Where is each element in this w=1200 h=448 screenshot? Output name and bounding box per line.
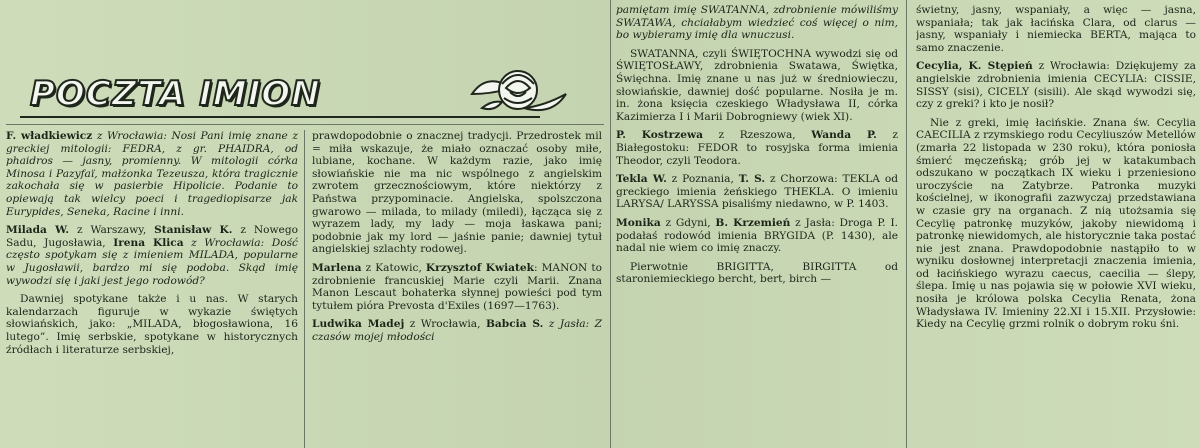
column-rule-1 [304, 130, 305, 448]
answer-brygida: Pierwotnie BRIGITTA, BIRGITTA od staroniemieckiego bercht, bert, birch — [616, 260, 898, 286]
text-column-4 [916, 4, 1196, 448]
letter-milada: Milada W. z Warszawy, Stanisław K. z Nowego Sadu, Jugosławia, Irena Klica z Wrocławia: Dość często spotykam się z imieniem MILADA, popularne w Jugosławii, bardzo mi się podoba. Skąd imię wywodzi się i jaki jest jego rodowód? [6, 224, 298, 287]
masthead-rule [6, 124, 604, 125]
column-title: POCZTA IMION [30, 74, 321, 114]
letter-swatanna-cont: pamiętam imię SWATANNA, zdrobnienie mówiliśmy SWATAWA, chciałabym wiedzieć coś więcej o nim, bo wybieramy imię dla wnuczusi. [616, 4, 898, 42]
text-column-1 [6, 130, 298, 448]
letter-fedra: F. władkiewicz z Wrocławia: Nosi Pani imię znane z greckiej mitologii: FEDRA, z gr. PHAIDRA, od phaidros — jasny, promienny. W mitologii córka Minosa i Pazyfaï, małżonka Tezeusza, która tragicznie zakochała się w pasierbie Hipolicie. Podanie to opiewają tak wielcy poeci i tragediopisarze jak Eurypides, Seneka, Racine i inni. [6, 130, 298, 218]
answer-cecylia: Nie z greki, imię łacińskie. Znana św. Cecylia CAECILIA z rzymskiego rodu Cecyliuszów Metellów (zmarła 22 listopada w 230 roku), która poniosła śmierć męczeńską; grób jej w katakumbach odszukano w początkach IX wieku i przeniesiono uroczyście na Zatybrze. Patronka muzyki kościelnej, w ikonografii zazwyczaj przedstawiana w czasie gry na organach. Z nią utożsamia się Cecylię patronkę muzyków, jakoby niewidomą i patronkę niewidomych, ale historycznie taka postać nie jest znana. Prawdopodobnie nastąpiło to w wyniku dosłownej interpretacji znaczenia imienia, od łacińskiego wyrazu caecus, caecilia — ślepy, ślepa. Imię u nas pojawia się w połowie XVI wieku, nosiła je królowa polska Cecylia Renata, żona Władysława IV. Imieniny 22.XI i 15.XII. Przysłowie: Kiedy na Cecylię grzmi rolnik o dobrym roku śni. [916, 116, 1196, 331]
text-column-2 [312, 130, 602, 448]
rose-ornament-icon [462, 64, 572, 120]
letter-fedor: P. Kostrzewa z Rzeszowa, Wanda P. z Białegostoku: FEDOR to rosyjska forma imienia Theodor, czyli Teodora. [616, 129, 898, 167]
letter-cecylia: Cecylia, K. Stępień z Wrocławia: Dziękujemy za angielskie zdrobnienia imienia CECYLIA: CISSIE, SISSY (sisi), CICELY (sisili). Ale skąd wywodzi się, czy z greki? i kto je nosił? [916, 60, 1196, 111]
letter-manon: Marlena z Katowic, Krzysztof Kwiatek: MANON to zdrobnienie francuskiej Marie czyli Marii. Znana Manon Lescaut bohaterka słynnej powieści pod tym tytułem pióra Prevosta d'Exiles (1697—1763). [312, 261, 602, 312]
column-masthead [14, 66, 574, 122]
text-column-3 [616, 4, 898, 448]
answer-milada-cont: prawdopodobnie o znacznej tradycji. Przedrostek mil = miła wskazuje, że miało oznaczać osoby miłe, lubiane, kochane. W każdym razie, jako imię słowiańskie nie ma nic wspólnego z angielskim zwrotem grzecznościowym, które niektórzy z Państwa przypominacie. Angielska, spolszczona gwarowo — milada, to milady (miledi), łącząca się z wyrazem lady, my lady — moja łaskawa pani; podobnie jak my lord — jaśnie panie; dawniej tytuł angielskiej szlachty rodowej. [312, 130, 602, 256]
column-rule-2 [610, 0, 611, 448]
answer-swatanna: SWATANNA, czyli ŚWIĘTOCHNA wywodzi się od ŚWIĘTOSŁAWY, zdrobnienia Swatawa, Świętka, Święchna. Imię znane u nas już w średniowieczu, słowiańskie, dawniej dość popularne. Nosiła je m. in. żona księcia czeskiego Władysława II, córka Kazimierza I i Marii Dobrogniewy (wiek XI). [616, 47, 898, 123]
letter-brygida: Monika z Gdyni, B. Krzemień z Jasła: Droga P. I. podałaś rodowód imienia BRYGIDA (P. 1430), ale nadal nie wiem co imię znaczy. [616, 216, 898, 255]
letter-swatanna: Ludwika Madej z Wrocławia, Babcia S. z Jasła: Z czasów mojej młodości [312, 318, 602, 343]
column-rule-3 [906, 0, 907, 448]
answer-brygida-cont: świetny, jasny, wspaniały, a więc — jasna, wspaniała; tak jak łacińska Clara, od clarus — jasny, wspaniały i niemiecka BERTA, mająca to samo znaczenie. [916, 4, 1196, 54]
answer-milada: Dawniej spotykane także i u nas. W starych kalendarzach figuruje w wykazie świętych słowiańskich, jako: „MILADA, błogosławiona, 16 lutego”. Imię serbskie, spotykane w historycznych źródłach i literaturze serbskiej, [6, 293, 298, 356]
letter-tekla: Tekla W. z Poznania, T. S. z Chorzowa: TEKLA od greckiego imienia żeńskiego THEKLA. O imieniu LARYSA/ LARYSSA pisaliśmy niedawno, w P. 1403. [616, 173, 898, 211]
